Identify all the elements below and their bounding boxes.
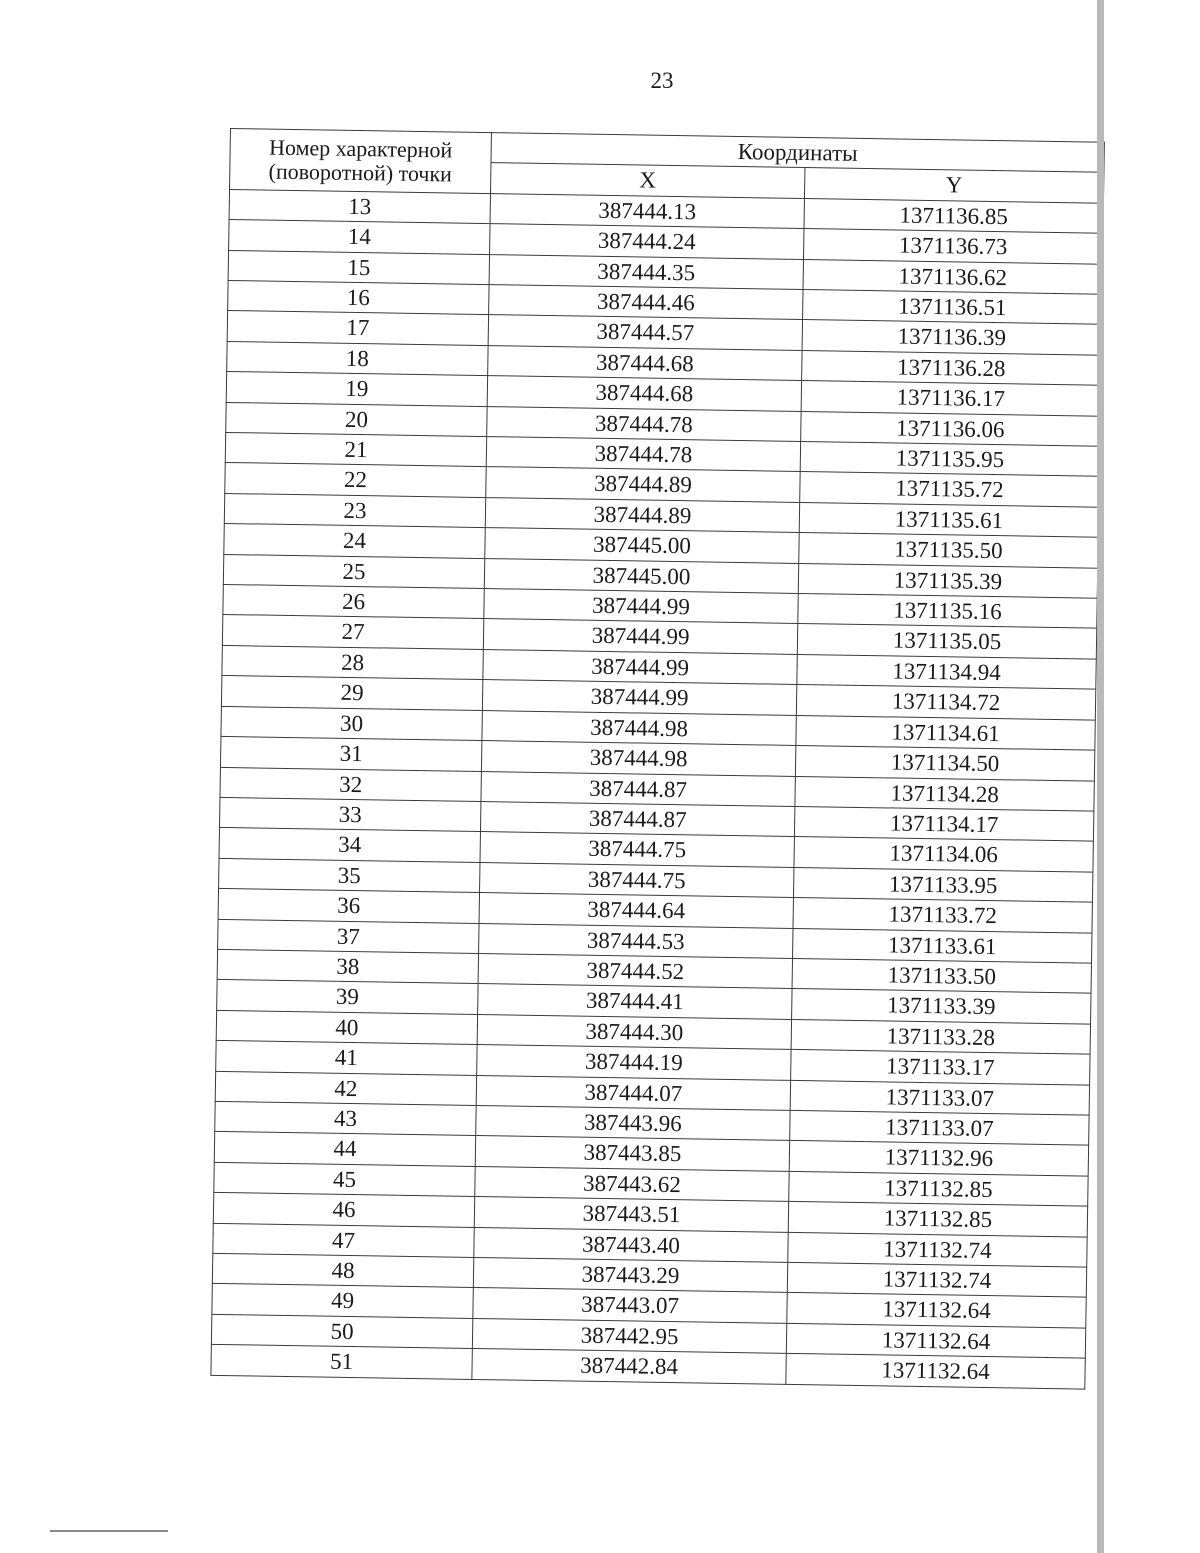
- point-number-cell: 26: [223, 585, 484, 620]
- y-coordinate-cell: 1371134.94: [797, 654, 1096, 689]
- point-number-cell: 32: [220, 767, 481, 802]
- x-coordinate-cell: 387444.30: [477, 1014, 791, 1049]
- point-number-cell: 27: [222, 615, 483, 650]
- point-number-cell: 17: [227, 311, 488, 346]
- x-coordinate-cell: 387444.99: [484, 589, 798, 624]
- x-coordinate-cell: 387444.24: [490, 224, 804, 259]
- x-coordinate-cell: 387445.00: [485, 528, 799, 563]
- y-coordinate-cell: 1371134.06: [794, 837, 1093, 872]
- point-number-cell: 21: [225, 433, 486, 468]
- y-coordinate-cell: 1371132.74: [787, 1262, 1086, 1297]
- y-coordinate-cell: 1371133.39: [792, 989, 1091, 1024]
- y-coordinate-cell: 1371135.16: [798, 594, 1097, 629]
- x-coordinate-cell: 387444.46: [489, 285, 803, 320]
- y-coordinate-cell: 1371136.06: [801, 411, 1100, 446]
- x-coordinate-cell: 387444.41: [478, 984, 792, 1019]
- x-coordinate-cell: 387444.35: [489, 254, 803, 289]
- point-number-cell: 29: [221, 676, 482, 711]
- point-number-cell: 24: [224, 524, 485, 559]
- x-coordinate-cell: 387445.00: [484, 558, 798, 593]
- x-coordinate-cell: 387444.75: [480, 832, 794, 867]
- point-number-cell: 19: [226, 372, 487, 407]
- y-coordinate-cell: 1371133.50: [792, 958, 1091, 993]
- y-coordinate-cell: 1371135.50: [799, 533, 1098, 568]
- y-coordinate-cell: 1371132.64: [787, 1293, 1086, 1328]
- y-coordinate-cell: 1371136.85: [804, 198, 1103, 233]
- point-number-cell: 39: [217, 980, 478, 1015]
- x-coordinate-cell: 387443.85: [475, 1136, 789, 1171]
- point-number-cell: 51: [211, 1345, 472, 1380]
- y-coordinate-cell: 1371136.39: [802, 320, 1101, 355]
- point-number-cell: 40: [216, 1010, 477, 1045]
- point-number-cell: 16: [228, 280, 489, 315]
- x-coordinate-cell: 387444.19: [477, 1045, 791, 1080]
- y-coordinate-cell: 1371135.72: [800, 472, 1099, 507]
- point-number-cell: 20: [226, 402, 487, 437]
- point-number-cell: 34: [219, 828, 480, 863]
- y-coordinate-cell: 1371132.74: [788, 1232, 1087, 1267]
- x-coordinate-cell: 387444.98: [482, 710, 796, 745]
- x-coordinate-cell: 387444.78: [486, 437, 800, 472]
- x-coordinate-cell: 387444.13: [490, 193, 804, 228]
- point-number-cell: 47: [213, 1223, 474, 1258]
- point-number-cell: 42: [215, 1071, 476, 1106]
- x-coordinate-cell: 387444.57: [488, 315, 802, 350]
- point-number-cell: 37: [218, 919, 479, 954]
- x-coordinate-cell: 387444.68: [488, 345, 802, 380]
- y-coordinate-cell: 1371133.95: [793, 867, 1092, 902]
- x-coordinate-cell: 387444.64: [479, 893, 793, 928]
- point-number-cell: 22: [225, 463, 486, 498]
- y-coordinate-cell: 1371135.05: [797, 624, 1096, 659]
- y-coordinate-cell: 1371133.07: [790, 1080, 1089, 1115]
- x-coordinate-cell: 387444.99: [483, 619, 797, 654]
- y-coordinate-cell: 1371132.85: [788, 1202, 1087, 1237]
- y-coordinate-cell: 1371135.39: [798, 563, 1097, 598]
- point-number-cell: 31: [220, 737, 481, 772]
- coordinates-table-wrapper: [210, 128, 1103, 1389]
- point-number-cell: 13: [229, 189, 490, 224]
- coordinates-header: Координаты: [491, 133, 1104, 173]
- x-coordinate-cell: 387444.87: [480, 801, 794, 836]
- point-number-cell: 23: [224, 493, 485, 528]
- x-coordinate-cell: 387444.89: [485, 497, 799, 532]
- table-body: [211, 189, 1104, 1388]
- coordinates-table: [210, 128, 1104, 1389]
- point-number-cell: 49: [212, 1284, 473, 1319]
- point-number-cell: 50: [211, 1314, 472, 1349]
- point-number-cell: 14: [229, 220, 490, 255]
- x-coordinate-cell: 387444.89: [486, 467, 800, 502]
- y-coordinate-cell: 1371136.73: [804, 229, 1103, 264]
- point-number-cell: 30: [221, 706, 482, 741]
- y-coordinate-cell: 1371132.64: [786, 1354, 1085, 1389]
- y-coordinate-cell: 1371133.07: [790, 1110, 1089, 1145]
- y-header: Y: [804, 168, 1103, 203]
- point-number-cell: 28: [222, 645, 483, 680]
- x-coordinate-cell: 387444.78: [487, 406, 801, 441]
- x-coordinate-cell: 387444.98: [481, 741, 795, 776]
- footnote-separator: [50, 1530, 168, 1532]
- scan-edge-line: [1097, 0, 1104, 1553]
- x-coordinate-cell: 387443.29: [473, 1257, 787, 1292]
- y-coordinate-cell: 1371135.61: [799, 502, 1098, 537]
- point-number-cell: 45: [214, 1162, 475, 1197]
- page-number: 23: [650, 68, 674, 93]
- x-coordinate-cell: 387444.68: [487, 376, 801, 411]
- point-number-cell: 33: [220, 797, 481, 832]
- x-coordinate-cell: 387443.07: [473, 1288, 787, 1323]
- point-number-cell: 15: [228, 250, 489, 285]
- point-number-cell: 46: [213, 1193, 474, 1228]
- y-coordinate-cell: 1371134.72: [796, 685, 1095, 720]
- x-coordinate-cell: 387443.40: [474, 1227, 788, 1262]
- point-number-cell: 41: [216, 1041, 477, 1076]
- y-coordinate-cell: 1371133.17: [791, 1050, 1090, 1085]
- point-number-cell: 36: [218, 889, 479, 924]
- x-coordinate-cell: 387444.52: [478, 953, 792, 988]
- x-coordinate-cell: 387444.87: [481, 771, 795, 806]
- x-coordinate-cell: 387444.53: [479, 923, 793, 958]
- y-coordinate-cell: 1371134.28: [795, 776, 1094, 811]
- point-number-cell: 18: [227, 341, 488, 376]
- point-number-cell: 25: [223, 554, 484, 589]
- x-coordinate-cell: 387443.62: [475, 1166, 789, 1201]
- y-coordinate-cell: 1371136.28: [802, 350, 1101, 385]
- point-number-header: Номер характерной (поворотной) точки: [230, 129, 492, 194]
- point-number-cell: 48: [212, 1253, 473, 1288]
- y-coordinate-cell: 1371134.50: [795, 746, 1094, 781]
- point-number-cell: 38: [217, 949, 478, 984]
- y-coordinate-cell: 1371132.85: [789, 1171, 1088, 1206]
- y-coordinate-cell: 1371133.61: [793, 928, 1092, 963]
- y-coordinate-cell: 1371136.51: [803, 290, 1102, 325]
- x-coordinate-cell: 387444.07: [476, 1075, 790, 1110]
- x-coordinate-cell: 387442.95: [472, 1318, 786, 1353]
- point-number-cell: 44: [214, 1132, 475, 1167]
- x-coordinate-cell: 387444.75: [480, 862, 794, 897]
- y-coordinate-cell: 1371133.28: [791, 1019, 1090, 1054]
- x-coordinate-cell: 387443.96: [476, 1105, 790, 1140]
- point-number-cell: 43: [215, 1101, 476, 1136]
- y-coordinate-cell: 1371134.17: [794, 806, 1093, 841]
- y-coordinate-cell: 1371132.64: [786, 1323, 1085, 1358]
- point-number-cell: 35: [219, 858, 480, 893]
- y-coordinate-cell: 1371136.62: [803, 259, 1102, 294]
- y-coordinate-cell: 1371132.96: [789, 1141, 1088, 1176]
- x-coordinate-cell: 387443.51: [474, 1197, 788, 1232]
- y-coordinate-cell: 1371135.95: [800, 442, 1099, 477]
- y-coordinate-cell: 1371136.17: [801, 381, 1100, 416]
- x-header: X: [491, 163, 805, 198]
- x-coordinate-cell: 387442.84: [472, 1349, 786, 1384]
- y-coordinate-cell: 1371133.72: [793, 898, 1092, 933]
- x-coordinate-cell: 387444.99: [482, 680, 796, 715]
- x-coordinate-cell: 387444.99: [483, 649, 797, 684]
- y-coordinate-cell: 1371134.61: [796, 715, 1095, 750]
